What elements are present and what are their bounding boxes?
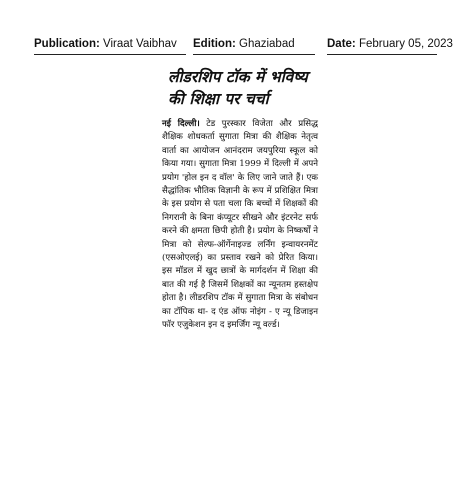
edition-underline — [193, 54, 315, 55]
article-text: टेड पुरस्कार विजेता और प्रसिद्ध शैक्षिक शोधकर्ता सुगाता मित्रा की शैक्षिक नेतृत्व वार्ता का आयोजन आनंदराम जयपुरिया स्कूल को किया गया। सुगाता मित्रा 1999 में दिल्ली में अपने प्रयोग 'होल इन द वॉल' के लिए जाने जाते हैं। एक सैद्धांतिक भौतिक विज्ञानी के रूप में प्रशिक्षित मित्रा के इस प्रयोग से पता चला कि बच्चों में शिक्षकों की निगरानी के बिना कंप्यूटर सीखने और इंटरनेट सर्फ करने की क्षमता छिपी होती है। प्रयोग के निष्कर्षों ने मित्रा को सेल्फ-ऑर्गेनाइज्ड लर्निंग इन्वायरनमेंट (एसओएलई) का प्रस्ताव रखने को प्रेरित किया। इस मॉडल में खुद छात्रों के मार्गदर्शन में शिक्षा की बात की गई है जिसमें शिक्षकों का न्यूनतम हस्तक्षेप होता है। लीडरशिप टॉक में सुगाता मित्रा के संबोधन का टॉपिक था- द एंड ऑफ नोइंग - ए न्यू डिजाइन फॉर एजुकेशन इन द इमर्जिंग न्यू वर्ल्ड। — [162, 119, 318, 331]
article-headline — [168, 66, 318, 110]
headline-line-1: लीडरशिप टॉक में भविष्य — [168, 68, 308, 86]
clipping-header — [0, 38, 474, 58]
edition-field — [193, 38, 295, 50]
publication-underline — [34, 54, 186, 55]
article-dateline: नई दिल्ली। — [162, 119, 200, 129]
publication-field — [34, 38, 177, 50]
date-field — [327, 38, 453, 50]
publication-label: Publication: — [34, 38, 100, 50]
date-value: February 05, 2023 — [358, 38, 453, 50]
edition-label: Edition: — [193, 38, 236, 50]
news-clipping — [160, 66, 320, 476]
edition-value: Ghaziabad — [239, 38, 295, 50]
headline-line-2: की शिक्षा पर चर्चा — [168, 90, 269, 108]
publication-value: Viraat Vaibhav — [103, 38, 177, 50]
date-underline — [327, 54, 437, 55]
date-label: Date: — [327, 38, 356, 50]
article-body — [162, 118, 318, 333]
